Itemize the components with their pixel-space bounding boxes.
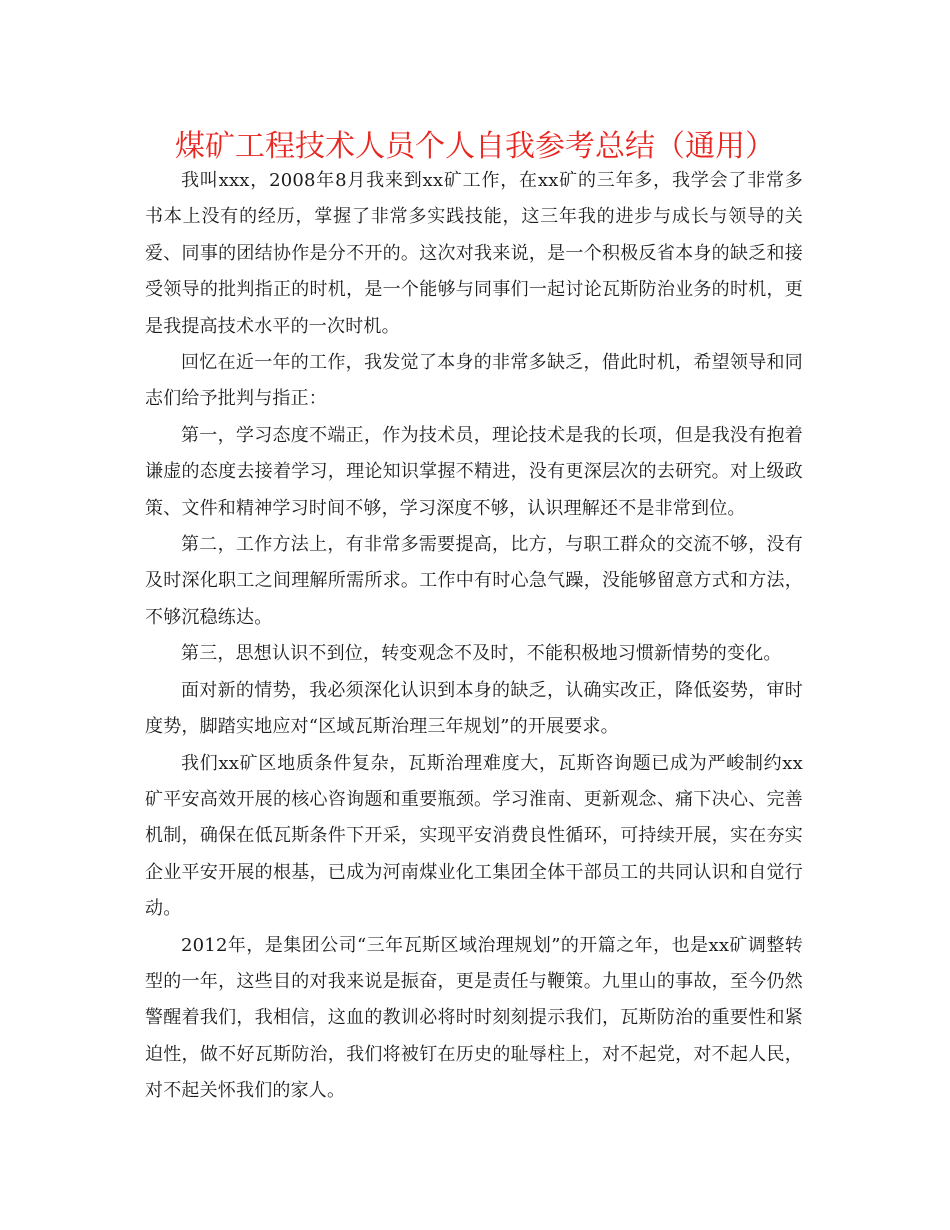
paragraph-1: 我叫xxx，2008年8月我来到xx矿工作，在xx矿的三年多，我学会了非常多书本上没有的经历，掌握了非常多实践技能，这三年我的进步与成长与领导的关爱、同事的团结协作是分不开的。这次对我来说，是一个积极反省本身的缺乏和接受领导的批判指正的时机，是一个能够与同事们一起讨论瓦斯防治业务的时机，更是我提高技术水平的一次时机。: [145, 170, 803, 337]
paragraph-8: 2012年，是集团公司“三年瓦斯区域治理规划”的开篇之年，也是xx矿调整转型的一年，这些目的对我来说是振奋，更是责任与鞭策。九里山的事故，至今仍然警醒着我们，我相信，这血的教训必将时时刻刻提示我们，瓦斯防治的重要性和紧迫性，做不好瓦斯防治，我们将被钉在历史的耻辱柱上，对不起党，对不起人民，对不起关怀我们的家人。: [145, 934, 803, 1102]
paragraph-3: 第一，学习态度不端正，作为技术员，理论技术是我的长项，但是我没有抱着谦虚的态度去接着学习，理论知识掌握不精进，没有更深层次的去研究。对上级政策、文件和精神学习时间不够，学习深度不够，认识理解还不是非常到位。: [145, 424, 803, 519]
paragraph-5: 第三，思想认识不到位，转变观念不及时，不能积极地习惯新情势的变化。: [181, 643, 782, 665]
paragraph-6: 面对新的情势，我必须深化认识到本身的缺乏，认确实改正，降低姿势，审时度势，脚踏实地应对“区域瓦斯治理三年规划”的开展要求。: [145, 679, 803, 738]
paragraph-7: 我们xx矿区地质条件复杂，瓦斯治理难度大，瓦斯咨询题已成为严峻制约xx矿平安高效开展的核心咨询题和重要瓶颈。学习淮南、更新观念、痛下决心、完善机制，确保在低瓦斯条件下开采，实现平安消费良性循环，可持续开展，实在夯实企业平安开展的根基，已成为河南煤业化工集团全体干部员工的共同认识和自觉行动。: [145, 752, 803, 920]
paragraph-4: 第二，工作方法上，有非常多需要提高，比方，与职工群众的交流不够，没有及时深化职工之间理解所需所求。工作中有时心急气躁，没能够留意方式和方法，不够沉稳练达。: [145, 534, 803, 628]
document-body: [145, 163, 803, 1110]
paragraph-2: 回忆在近一年的工作，我发觉了本身的非常多缺乏，借此时机，希望领导和同志们给予批判与指正：: [145, 352, 803, 410]
document-title: 煤矿工程技术人员个人自我参考总结（通用）: [175, 129, 775, 164]
